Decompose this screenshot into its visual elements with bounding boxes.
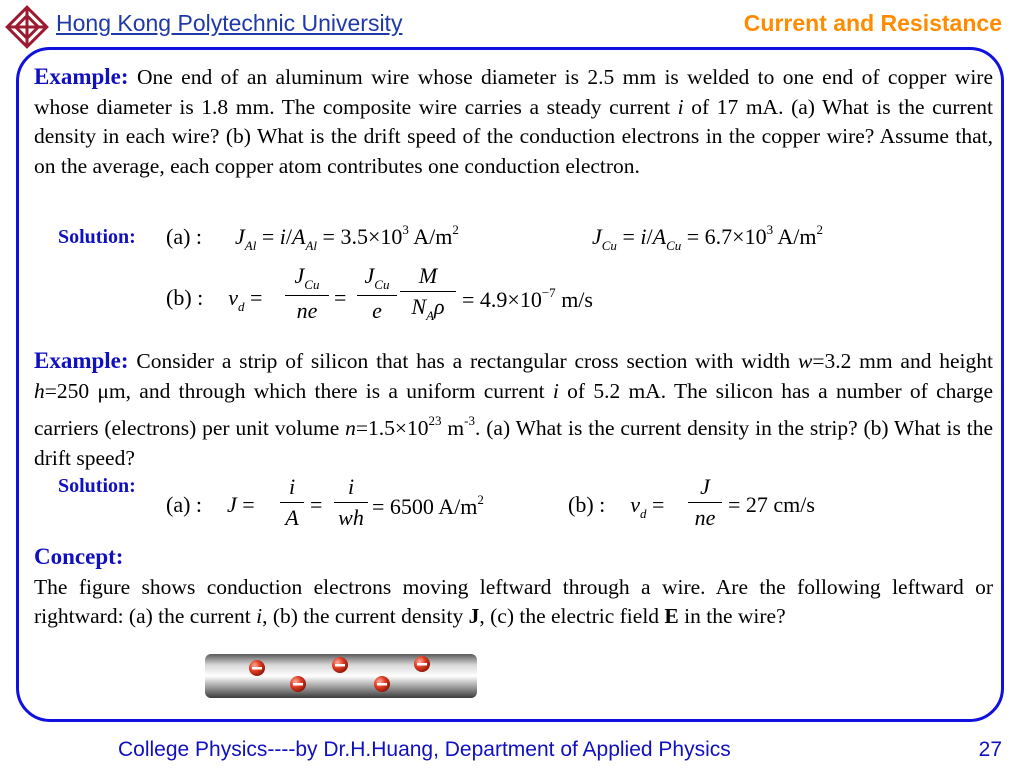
- wire-with-electrons-illustration: [205, 652, 477, 700]
- concept-heading: Concept:: [34, 544, 124, 569]
- fraction-jcu-over-ne: $J_{Cu}$ ne: [285, 263, 329, 324]
- footer-text: College Physics----by Dr.H.Huang, Department of Applied Physics: [118, 738, 731, 761]
- example1-equation-a: (a) : $J_{Al} = i/A_{Al} = 3.5\times 10^3$ $A/m^2$: [166, 222, 459, 253]
- example2-paragraph: Example: Consider a strip of silicon that has a rectangular cross section with width w=3.2 mm and height h=250 μm, and through which there is a uniform current i of 5.2 mA. The silicon has a number of charge carriers (electrons) per unit volume $n=1.5\times 10^{23}$ $m^{-3}$. (a) What is the current density in the strip? (b) What is the drift speed?: [34, 348, 994, 470]
- fraction-m-over-na-rho: M $N_A\rho$: [400, 263, 456, 324]
- fraction-i-over-wh: i wh: [334, 474, 368, 531]
- example2-solution-label: Solution:: [58, 475, 136, 497]
- example1-equation-b-prefix: (b) : $v_d$ =: [166, 285, 263, 314]
- fraction-i-over-a: i A: [280, 474, 304, 531]
- example2-heading: Example:: [34, 348, 129, 373]
- slide-topic: Current and Resistance: [743, 10, 1002, 36]
- example1-solution-label: Solution:: [58, 226, 136, 248]
- example2-equation-b-prefix: (b) : $v_d$ =: [568, 492, 665, 521]
- example1-equation-a-copper: $J_{Cu} = i/A_{Cu} = 6.7\times 10^3$ $A/m^2$: [592, 222, 823, 253]
- example1-paragraph: Example: One end of an aluminum wire whose diameter is 2.5 mm is welded to one end of copper wire whose diameter is 1.8 mm. The composite wire carries a steady current i of 17 mA. (a) What is the current density in each wire? (b) What is the drift speed of the conduction electrons in the copper wire? Assume that, on the average, each copper atom contributes one conduction electron.: [34, 64, 993, 178]
- example2-equation-b-result: = 27 cm/s: [728, 492, 815, 517]
- university-link[interactable]: Hong Kong Polytechnic University: [56, 10, 403, 36]
- concept-paragraph: Concept: The figure shows conduction electrons moving leftward through a wire. Are the following leftward or rightward: (a) the current i, (b) the current density J, (c) the electric field E in the wire?: [34, 544, 993, 628]
- university-logo-icon: [2, 2, 52, 52]
- page-number: 27: [978, 738, 1002, 761]
- example2-equation-a-result: = 6500 $A/m^2$: [372, 492, 484, 519]
- fraction-j-over-ne: J ne: [688, 474, 722, 531]
- example1-heading: Example:: [34, 64, 129, 89]
- example1-equation-b-result: = $4.9\times 10^{-7}$ m/s: [462, 285, 593, 312]
- fraction-jcu-over-e: $J_{Cu}$ e: [357, 263, 397, 324]
- example2-equation-a-prefix: (a) : J =: [166, 492, 255, 517]
